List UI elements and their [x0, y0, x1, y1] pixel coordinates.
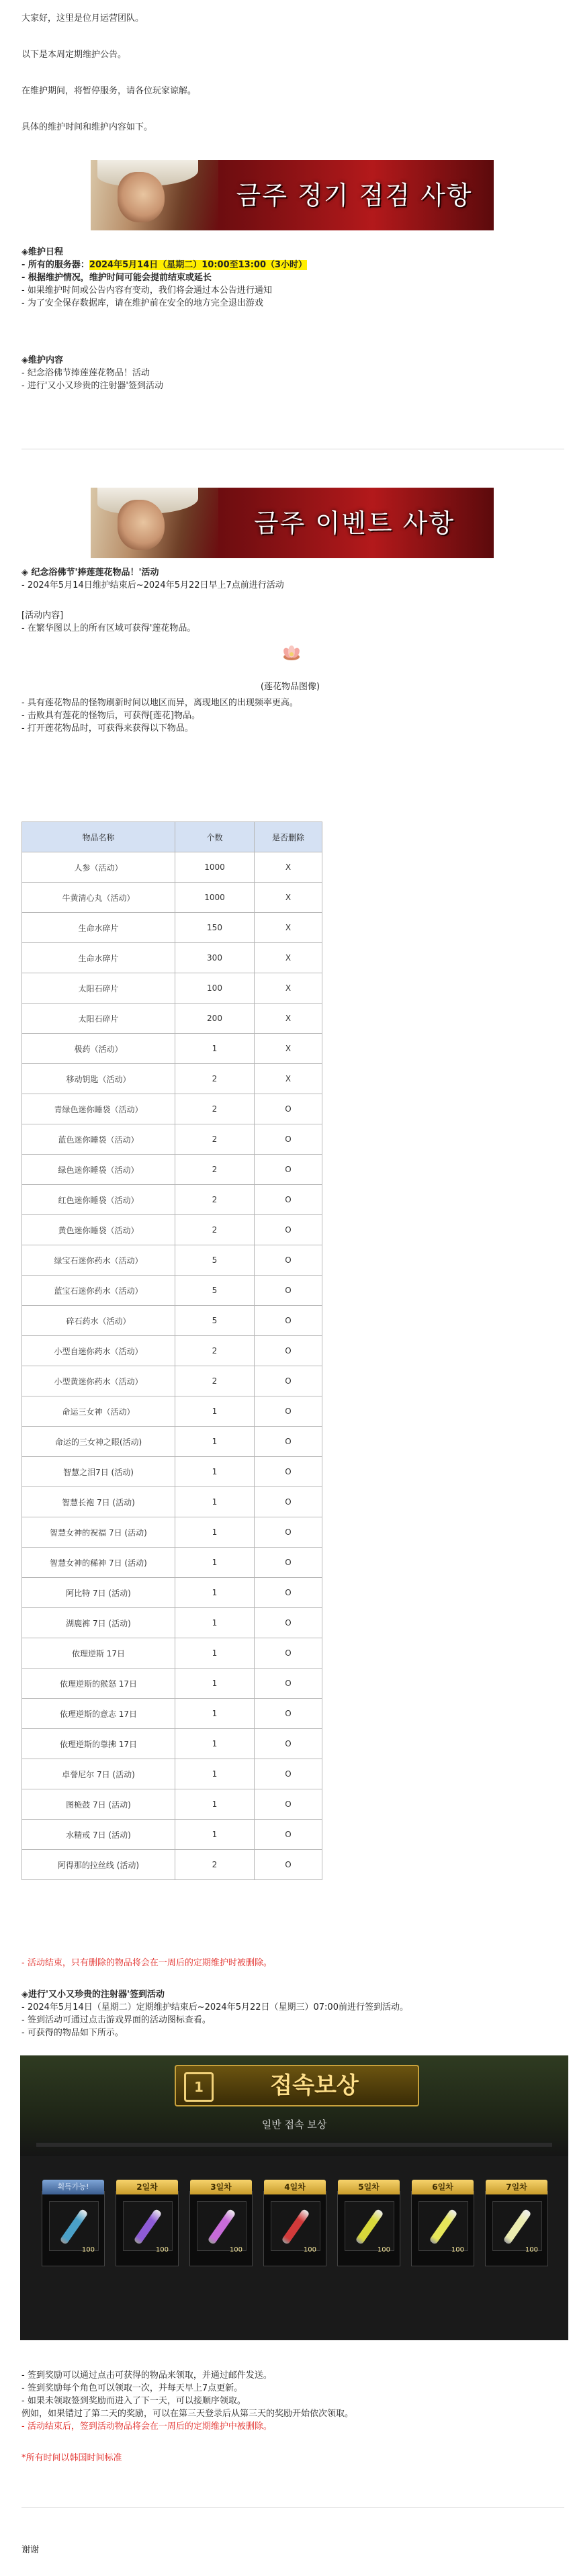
- content-line: - 击败具有莲花的怪物后，可获得[莲花]物品。: [21, 711, 200, 721]
- slot-quantity: 100: [155, 2246, 169, 2254]
- cell-deleted: O: [255, 1699, 322, 1729]
- cell-deleted: X: [255, 943, 322, 973]
- event1-details: [21, 697, 559, 735]
- event-banner: [91, 488, 494, 558]
- cell-item-name: 智慧女神的稀神 7日 (活动): [22, 1548, 175, 1578]
- deletion-notice: [21, 1957, 559, 1969]
- schedule-label: - 所有的服务器：: [21, 260, 89, 270]
- maintenance-schedule: [21, 246, 559, 310]
- cell-deleted: X: [255, 913, 322, 943]
- cell-item-name: 卓誉尼尔 7日 (活动): [22, 1759, 175, 1789]
- table-row: [22, 1366, 322, 1396]
- reward-header: [175, 2065, 419, 2106]
- footnote: *所有时间以韩国时间标准: [21, 2453, 122, 2463]
- table-row: [22, 1457, 322, 1487]
- cell-count: 1: [175, 1487, 255, 1517]
- cell-count: 1: [175, 1427, 255, 1457]
- cell-item-name: 水精戒 7日 (活动): [22, 1820, 175, 1850]
- table-row: [22, 913, 322, 943]
- note-line: - 签到奖励每个角色可以领取一次，并每天早上7点更新。: [21, 2383, 243, 2393]
- table-row: [22, 1034, 322, 1064]
- cell-deleted: O: [255, 1638, 322, 1669]
- cell-item-name: 小型自迷你药水（活动）: [22, 1336, 175, 1366]
- table-row: [22, 1064, 322, 1094]
- table-row: [22, 1427, 322, 1457]
- cell-deleted: O: [255, 1548, 322, 1578]
- cell-count: 1: [175, 1608, 255, 1638]
- cell-count: 1000: [175, 883, 255, 913]
- cell-deleted: O: [255, 1487, 322, 1517]
- cell-count: 1: [175, 1729, 255, 1759]
- banner-face: [118, 500, 165, 550]
- cell-deleted: O: [255, 1185, 322, 1215]
- note-line-red: - 活动结束后，签到活动物品将会在一周后的定期维护中被删除。: [21, 2422, 272, 2432]
- reward-divider: [36, 2143, 552, 2147]
- cell-count: 1: [175, 1789, 255, 1820]
- reward-subtitle: 일반 접속 보상: [261, 2119, 327, 2131]
- cell-count: 300: [175, 943, 255, 973]
- slot-quantity: 100: [525, 2246, 538, 2254]
- content-line: - 具有莲花物品的怪物刷新时间以地区而异，离现地区的出现频率更高。: [21, 698, 298, 708]
- table-row: [22, 1276, 322, 1306]
- table-row: [22, 1155, 322, 1185]
- schedule-time-highlight: 2024年5月14日（星期二）10:00至13:00（3小时）: [89, 260, 308, 270]
- syringe-icon: [281, 2209, 310, 2245]
- event-period: - 2024年5月14日维护结束后~2024年5月22日早上7点前进行活动: [21, 580, 284, 590]
- event1-header: [21, 566, 559, 592]
- banner-title: 금주 이벤트 사항: [253, 508, 455, 538]
- reward-slot[interactable]: [485, 2182, 548, 2266]
- intro-block: [21, 12, 559, 25]
- cell-count: 200: [175, 1004, 255, 1034]
- content-line: - 纪念浴佛节捧莲莲花物品！活动: [21, 368, 150, 378]
- schedule-line: [21, 259, 559, 271]
- slot-item-box: [271, 2201, 320, 2251]
- table-row: [22, 852, 322, 883]
- cell-item-name: 阿比特 7日 (活动): [22, 1578, 175, 1608]
- reward-slot[interactable]: [411, 2182, 474, 2266]
- cell-deleted: O: [255, 1789, 322, 1820]
- cell-count: 1: [175, 1699, 255, 1729]
- cell-deleted: O: [255, 1608, 322, 1638]
- cell-deleted: O: [255, 1820, 322, 1850]
- cell-count: 1: [175, 1034, 255, 1064]
- table-row: [22, 1638, 322, 1669]
- table-body: [22, 852, 322, 1880]
- cell-item-name: 阿得那的拉丝线 (活动): [22, 1850, 175, 1880]
- syringe-icon: [133, 2209, 162, 2245]
- intro-block: [21, 85, 559, 97]
- table-row: [22, 1336, 322, 1366]
- slot-day-label: 3일차: [190, 2180, 252, 2194]
- cell-deleted: O: [255, 1517, 322, 1548]
- cell-deleted: O: [255, 1396, 322, 1427]
- reward-slot[interactable]: [263, 2182, 326, 2266]
- cell-count: 1: [175, 1669, 255, 1699]
- slot-day-label: 획득가능!: [42, 2180, 104, 2194]
- banner-title: 금주 정기 점검 사항: [236, 181, 473, 210]
- cell-item-name: 依理逆斯 17日: [22, 1638, 175, 1669]
- slot-day-label: 4일차: [264, 2180, 326, 2194]
- cell-item-name: 移动钥匙（活动）: [22, 1064, 175, 1094]
- cell-item-name: 人参（活动）: [22, 852, 175, 883]
- content-line: - 打开莲花物品时，可获得来获得以下物品。: [21, 723, 193, 734]
- cell-item-name: 蓝宝石迷你药水（活动）: [22, 1276, 175, 1306]
- cell-item-name: 命运三女神（活动）: [22, 1396, 175, 1427]
- cell-deleted: O: [255, 1759, 322, 1789]
- reward-slot[interactable]: [189, 2182, 253, 2266]
- cell-item-name: 黄色迷你睡袋（活动）: [22, 1215, 175, 1245]
- table-row: [22, 1487, 322, 1517]
- cell-count: 2: [175, 1064, 255, 1094]
- intro-line: 大家好，这里是位月运营团队。: [21, 13, 144, 24]
- reward-slot[interactable]: [116, 2182, 179, 2266]
- table-row: [22, 1124, 322, 1155]
- flower-caption-wrap: [21, 680, 559, 693]
- cell-deleted: O: [255, 1155, 322, 1185]
- slot-quantity: 100: [451, 2246, 464, 2254]
- cell-deleted: O: [255, 1215, 322, 1245]
- cell-item-name: 生命水碎片: [22, 943, 175, 973]
- divider: [21, 2507, 564, 2508]
- table-row: [22, 1185, 322, 1215]
- table-row: [22, 1578, 322, 1608]
- reward-slot[interactable]: [337, 2182, 400, 2266]
- table-row: [22, 943, 322, 973]
- banner-character-illustration: [91, 160, 218, 230]
- table-row: [22, 883, 322, 913]
- table-row: [22, 1517, 322, 1548]
- signoff: 谢谢: [21, 2545, 40, 2555]
- cell-item-name: 智慧长袍 7日 (活动): [22, 1487, 175, 1517]
- reward-slot[interactable]: [42, 2182, 105, 2266]
- calendar-icon: 1: [184, 2072, 214, 2102]
- cell-deleted: O: [255, 1457, 322, 1487]
- cell-deleted: O: [255, 1124, 322, 1155]
- cell-deleted: X: [255, 1004, 322, 1034]
- column-header-deleted: 是否删除: [255, 822, 322, 852]
- intro-line: 具体的维护时间和维护内容如下。: [21, 122, 153, 132]
- banner-face: [118, 172, 165, 222]
- slot-day-label: 7일차: [486, 2180, 547, 2194]
- cell-item-name: 绿色迷你睡袋（活动）: [22, 1155, 175, 1185]
- cell-count: 1000: [175, 852, 255, 883]
- slot-day-label: 2일차: [116, 2180, 178, 2194]
- schedule-note: - 如果维护时间或公告内容有变动，我们将会通过本公告进行通知: [21, 285, 272, 296]
- syringe-icon: [59, 2209, 88, 2245]
- after-reward-notes: [21, 2369, 559, 2433]
- section-heading: ◈维护日程: [21, 247, 63, 257]
- cell-item-name: 蓝色迷你睡袋（活动）: [22, 1124, 175, 1155]
- syringe-icon: [355, 2209, 384, 2245]
- footnote-block: [21, 2452, 559, 2464]
- table-row: [22, 1608, 322, 1638]
- cell-count: 5: [175, 1245, 255, 1276]
- cell-count: 1: [175, 1517, 255, 1548]
- table-header-row: [22, 822, 322, 852]
- content-line: - 在繁华图以上的所有区域可获得'莲花物品。: [21, 623, 196, 633]
- slot-item-box: [197, 2201, 247, 2251]
- maintenance-content: [21, 354, 559, 392]
- cell-count: 1: [175, 1548, 255, 1578]
- flower-caption: (莲花物品图像): [260, 682, 320, 692]
- slot-quantity: 100: [377, 2246, 390, 2254]
- maintenance-banner: [91, 160, 494, 230]
- slot-quantity: 100: [229, 2246, 242, 2254]
- cell-count: 2: [175, 1215, 255, 1245]
- content-line: - 进行'又小又珍贵的注射器'签到活动: [21, 381, 163, 391]
- cell-deleted: O: [255, 1276, 322, 1306]
- cell-count: 5: [175, 1306, 255, 1336]
- slot-quantity: 100: [81, 2246, 95, 2254]
- table-row: [22, 1004, 322, 1034]
- cell-deleted: O: [255, 1669, 322, 1699]
- cell-count: 1: [175, 1638, 255, 1669]
- cell-item-name: 红色迷你睡袋（活动）: [22, 1185, 175, 1215]
- syringe-icon: [207, 2209, 236, 2245]
- slot-day-label: 5일차: [338, 2180, 400, 2194]
- cell-count: 1: [175, 1759, 255, 1789]
- cell-item-name: 绿宝石迷你药水（活动）: [22, 1245, 175, 1276]
- reward-items-table: [21, 821, 322, 1880]
- column-header-item-name: 物品名称: [22, 822, 175, 852]
- cell-deleted: X: [255, 852, 322, 883]
- cell-item-name: 碎石药水（活动）: [22, 1306, 175, 1336]
- cell-item-name: 智慧女神的祝福 7日 (活动): [22, 1517, 175, 1548]
- cell-count: 1: [175, 1578, 255, 1608]
- cell-count: 2: [175, 1094, 255, 1124]
- event-line: - 签到活动可通过点击游戏界面的活动图标查看。: [21, 2015, 211, 2025]
- cell-deleted: O: [255, 1306, 322, 1336]
- cell-item-name: 太阳石碎片: [22, 973, 175, 1004]
- table-row: [22, 1669, 322, 1699]
- schedule-note: - 根据维护情况，维护时间可能会提前结束或延长: [21, 273, 212, 283]
- cell-count: 2: [175, 1336, 255, 1366]
- content-heading: [活动内容]: [21, 611, 64, 621]
- cell-deleted: X: [255, 883, 322, 913]
- table-row: [22, 973, 322, 1004]
- intro-block: [21, 121, 559, 134]
- cell-item-name: 湖鹿裤 7日 (活动): [22, 1608, 175, 1638]
- slot-item-box: [123, 2201, 173, 2251]
- slot-item-box: [492, 2201, 542, 2251]
- reward-title: 접속보상: [270, 2072, 359, 2099]
- event-heading: ◈ 纪念浴佛节'捧莲莲花物品！'活动: [21, 568, 159, 578]
- cell-item-name: 智慧之泪7日 (活动): [22, 1457, 175, 1487]
- cell-count: 2: [175, 1850, 255, 1880]
- table-row: [22, 1850, 322, 1880]
- cell-item-name: 极药（活动）: [22, 1034, 175, 1064]
- cell-deleted: X: [255, 973, 322, 1004]
- schedule-note: - 为了安全保存数据库，请在维护前在安全的地方完全退出游戏: [21, 298, 263, 308]
- cell-count: 2: [175, 1124, 255, 1155]
- syringe-icon: [502, 2209, 531, 2245]
- cell-deleted: O: [255, 1578, 322, 1608]
- section-heading: ◈维护内容: [21, 355, 63, 365]
- event-line: - 2024年5月14日（星期二）定期维护结束后~2024年5月22日（星期三）07:00前进行签到活动。: [21, 2002, 408, 2012]
- syringe-icon: [429, 2209, 457, 2245]
- cell-count: 2: [175, 1185, 255, 1215]
- table-row: [22, 1306, 322, 1336]
- cell-deleted: O: [255, 1427, 322, 1457]
- cell-deleted: O: [255, 1336, 322, 1366]
- cell-deleted: O: [255, 1729, 322, 1759]
- table-row: [22, 1759, 322, 1789]
- table-row: [22, 1396, 322, 1427]
- cell-item-name: 牛黄清心丸（活动）: [22, 883, 175, 913]
- cell-count: 1: [175, 1396, 255, 1427]
- cell-count: 1: [175, 1457, 255, 1487]
- cell-item-name: 依理逆斯的猴怒 17日: [22, 1669, 175, 1699]
- red-notice: - 活动结束，只有删除的物品将会在一周后的定期维护时被删除。: [21, 1958, 272, 1968]
- note-line: - 如果未领取签到奖励而进入了下一天，可以接顺序领取。: [21, 2396, 246, 2406]
- cell-deleted: O: [255, 1094, 322, 1124]
- note-line: 例如，如果错过了第二天的奖励，可以在第三天登录后从第三天的奖励开始依次领取。: [21, 2409, 354, 2419]
- cell-item-name: 依理逆斯的靠拂 17日: [22, 1729, 175, 1759]
- slot-item-box: [49, 2201, 99, 2251]
- cell-count: 2: [175, 1155, 255, 1185]
- cell-item-name: 太阳石碎片: [22, 1004, 175, 1034]
- column-header-count: 个数: [175, 822, 255, 852]
- event-line: - 可获得的物品如下所示。: [21, 2028, 124, 2038]
- table-row: [22, 1548, 322, 1578]
- cell-count: 5: [175, 1276, 255, 1306]
- table-row: [22, 1215, 322, 1245]
- table-row: [22, 1245, 322, 1276]
- cell-item-name: 图桅鼓 7日 (活动): [22, 1789, 175, 1820]
- table-row: [22, 1789, 322, 1820]
- event2-block: [21, 1988, 559, 2039]
- cell-item-name: 命运的三女神之眼(活动): [22, 1427, 175, 1457]
- slot-item-box: [345, 2201, 394, 2251]
- event-heading: ◈进行'又小又珍贵的注射器'签到活动: [21, 1990, 165, 2000]
- cell-item-name: 青绿色迷你睡袋（活动）: [22, 1094, 175, 1124]
- table-row: [22, 1094, 322, 1124]
- note-line: - 签到奖励可以通过点击可获得的物品来领取，并通过邮件发送。: [21, 2370, 272, 2381]
- intro-line: 在维护期间，将暂停服务，请各位玩家谅解。: [21, 86, 197, 96]
- intro-line: 以下是本周定期维护公告。: [21, 50, 127, 60]
- cell-item-name: 依理逆斯的意志 17日: [22, 1699, 175, 1729]
- cell-item-name: 生命水碎片: [22, 913, 175, 943]
- cell-count: 150: [175, 913, 255, 943]
- slot-day-label: 6일차: [412, 2180, 474, 2194]
- banner-character-illustration: [91, 488, 218, 558]
- cell-deleted: X: [255, 1064, 322, 1094]
- table-row: [22, 1729, 322, 1759]
- table-row: [22, 1820, 322, 1850]
- cell-count: 1: [175, 1820, 255, 1850]
- intro-block: [21, 48, 559, 61]
- lotus-flower-icon: [282, 645, 301, 661]
- cell-deleted: O: [255, 1366, 322, 1396]
- cell-deleted: X: [255, 1034, 322, 1064]
- slot-item-box: [418, 2201, 468, 2251]
- cell-count: 100: [175, 973, 255, 1004]
- event1-content: [21, 609, 559, 635]
- cell-deleted: O: [255, 1245, 322, 1276]
- cell-deleted: O: [255, 1850, 322, 1880]
- table-row: [22, 1699, 322, 1729]
- cell-item-name: 小型黄迷你药水（活动）: [22, 1366, 175, 1396]
- attendance-reward-panel: [20, 2055, 568, 2340]
- slot-quantity: 100: [303, 2246, 316, 2254]
- cell-count: 2: [175, 1366, 255, 1396]
